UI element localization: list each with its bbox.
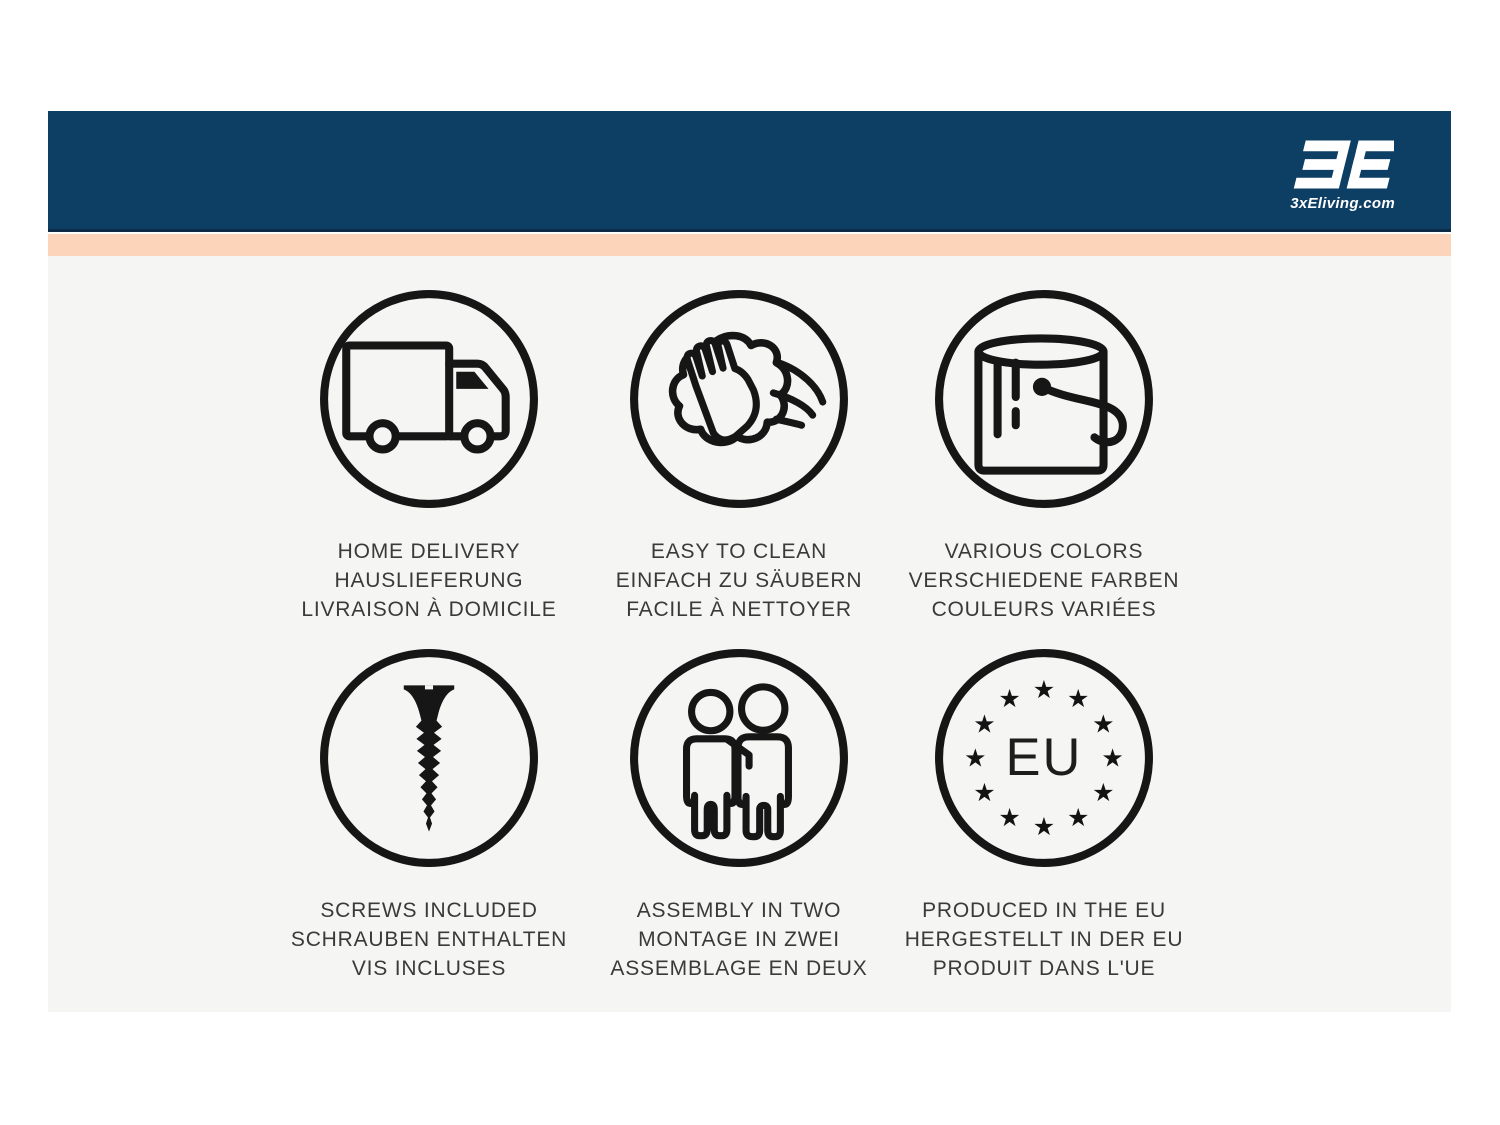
- feature-caption: [301, 537, 556, 624]
- accent-stripe: [48, 234, 1451, 256]
- caption-line-fr: VIS INCLUSES: [351, 957, 507, 980]
- eu-star-icon: ★: [1092, 710, 1115, 739]
- caption-line-de: HAUSLIEFERUNG: [334, 569, 524, 592]
- brand-domain: 3xEliving.com: [1290, 195, 1395, 212]
- paint-bucket-icon: [933, 288, 1155, 510]
- eu-star-icon: ★: [1032, 675, 1056, 704]
- eu-star-icon: ★: [1032, 813, 1056, 842]
- caption-line-en: ASSEMBLY IN TWO: [636, 899, 842, 922]
- caption-line-fr: FACILE À NETTOYER: [626, 598, 852, 621]
- feature-various-colors: [854, 288, 1234, 624]
- feature-caption: [909, 537, 1180, 624]
- wipe-clean-icon: [628, 288, 850, 510]
- caption-line-de: VERSCHIEDENE FARBEN: [908, 569, 1180, 592]
- caption-line-en: SCREWS INCLUDED: [320, 899, 538, 922]
- caption-line-de: SCHRAUBEN ENTHALTEN: [290, 928, 568, 951]
- eu-star-icon: ★: [1101, 744, 1124, 773]
- two-people-icon: [628, 647, 850, 869]
- caption-line-de: EINFACH ZU SÄUBERN: [615, 569, 863, 592]
- feature-caption: [291, 896, 567, 983]
- caption-line-en: HOME DELIVERY: [337, 540, 521, 563]
- caption-line-en: EASY TO CLEAN: [650, 540, 828, 563]
- eu-star-icon: ★: [973, 778, 996, 807]
- eu-star-icon: ★: [1092, 778, 1115, 807]
- eu-label: EU: [1005, 729, 1083, 788]
- brand-logo: [1290, 139, 1395, 212]
- screw-icon: [318, 647, 540, 869]
- caption-line-en: VARIOUS COLORS: [944, 540, 1144, 563]
- eu-star-icon: ★: [998, 685, 1021, 714]
- caption-line-en: PRODUCED IN THE EU: [922, 899, 1166, 922]
- eu-star-icon: ★: [964, 744, 987, 773]
- caption-line-de: MONTAGE IN ZWEI: [638, 928, 840, 951]
- eu-star-icon: ★: [1067, 685, 1090, 714]
- feature-caption: [616, 537, 863, 624]
- truck-icon: [318, 288, 540, 510]
- brand-logo-3e-icon: [1292, 139, 1394, 191]
- feature-produced-in-eu: [854, 647, 1234, 983]
- eu-star-icon: ★: [1067, 804, 1090, 833]
- eu-star-icon: ★: [973, 710, 996, 739]
- header-bar: [48, 111, 1451, 232]
- eu-stars-icon: [933, 647, 1155, 869]
- caption-line-fr: LIVRAISON À DOMICILE: [301, 598, 557, 621]
- eu-star-icon: ★: [998, 804, 1021, 833]
- caption-line-fr: ASSEMBLAGE EN DEUX: [610, 957, 868, 980]
- caption-line-de: HERGESTELLT IN DER EU: [904, 928, 1184, 951]
- caption-line-fr: COULEURS VARIÉES: [931, 598, 1157, 621]
- feature-caption: [905, 896, 1184, 983]
- caption-line-fr: PRODUIT DANS L'UE: [932, 957, 1156, 980]
- feature-caption: [610, 896, 867, 983]
- features-panel: [48, 256, 1451, 1012]
